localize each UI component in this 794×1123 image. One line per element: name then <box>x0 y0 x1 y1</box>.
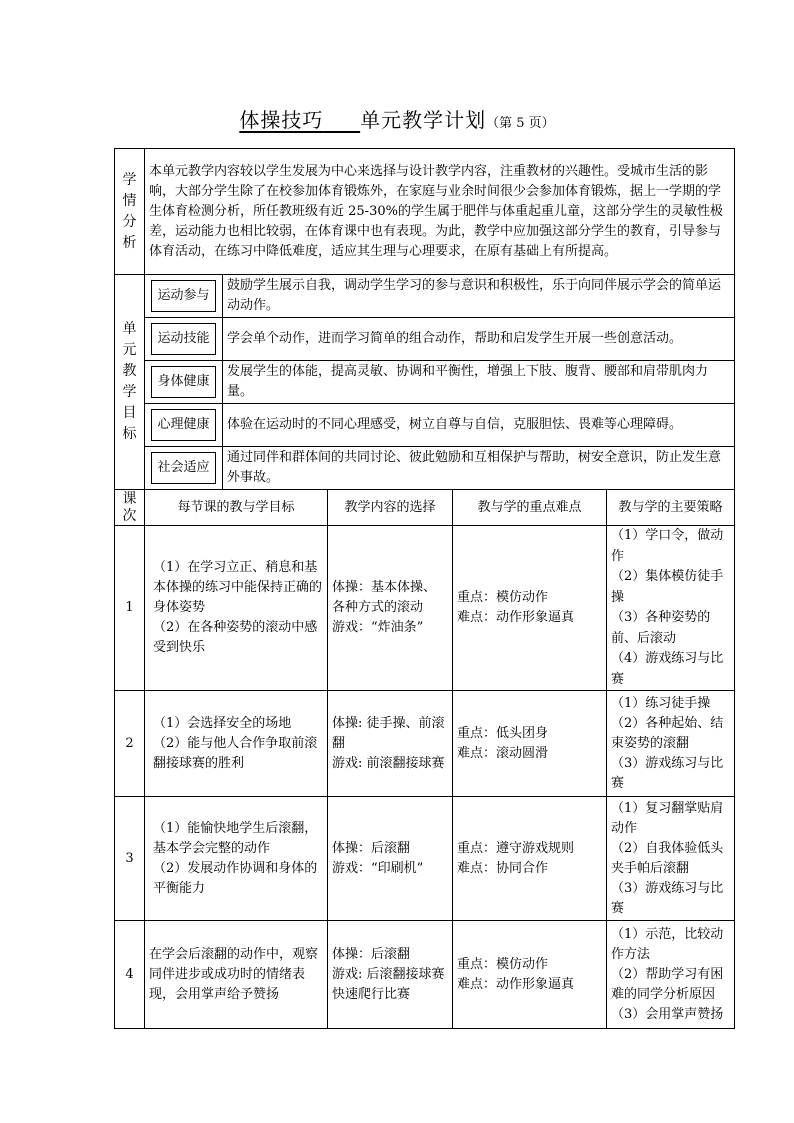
content-header: 教学内容的选择 <box>328 490 453 526</box>
goal-name-participation: 运动参与 <box>145 275 223 318</box>
goal-text-social: 通过同伴和群体间的共同讨论、彼此勉励和互相保护与帮助，树安全意识，防止发生意外事故。 <box>223 447 735 490</box>
lesson-content: 体操：后滚翻 游戏: 后滚翻接球赛快速爬行比赛 <box>328 921 453 1029</box>
unit-plan-table <box>114 148 735 1029</box>
lesson-strategy: （1）示范，比较动作方法 （2）帮助学习有困难的同学分析原因 （3）会用掌声赞扬 <box>607 921 735 1029</box>
strategy-header: 教与学的主要策略 <box>607 490 735 526</box>
lesson-number-header: 课 次 <box>115 490 145 526</box>
goal-text-physical: 发展学生的体能，提高灵敏、协调和平衡性，增强上下肢、腹背、腰部和肩带肌肉力量。 <box>223 361 735 404</box>
lesson-key-points: 重点：遵守游戏规则 难点：协同合作 <box>453 797 607 921</box>
lesson-number: 1 <box>115 526 145 691</box>
lesson-number: 3 <box>115 797 145 921</box>
goal-text-skills: 学会单个动作，进而学习简单的组合动作，帮助和启发学生开展一些创意活动。 <box>223 318 735 361</box>
lesson-key-points: 重点：低头团身 难点：滚动圆滑 <box>453 691 607 797</box>
goal-name-physical: 身体健康 <box>145 361 223 404</box>
goals-header: 每节课的教与学目标 <box>145 490 328 526</box>
goal-name-mental: 心理健康 <box>145 404 223 447</box>
table-row <box>115 691 735 797</box>
lesson-strategy: （1）复习翻掌贴肩动作 （2）自我体验低头夹手帕后滚翻 （3）游戏练习与比赛 <box>607 797 735 921</box>
lesson-number: 4 <box>115 921 145 1029</box>
lesson-goals: 在学会后滚翻的动作中，观察同伴进步或成功时的情绪表现，会用掌声给予赞扬 <box>145 921 328 1029</box>
learning-analysis-text: 本单元教学内容较以学生发展为中心来选择与设计教学内容，注重教材的兴趣性。受城市生活的影响，大部分学生除了在校参加体育锻炼外，在家庭与业余时间很少会参加体育锻炼，据上一学期的学生体育检测分析，所任教班级有近 25-30%的学生属于肥伴与体重起重儿童，这部分学生的灵敏性极差，运动能力也相比较弱，在体育课中也有表现。为此，教学中应加强这部分学生的教育，引导参与体育活动，在练习中降低难度，适应其生理与心理要求，在原有基础上有所提高。 <box>145 149 735 275</box>
lesson-key-points: 重点：模仿动作 难点：动作形象逼真 <box>453 526 607 691</box>
goal-text-mental: 体验在运动时的不同心理感受，树立自尊与自信，克服胆怯、畏难等心理障碍。 <box>223 404 735 447</box>
lesson-goals: （1）会选择安全的场地 （2）能与他人合作争取前滚翻接球赛的胜利 <box>145 691 328 797</box>
lesson-number: 2 <box>115 691 145 797</box>
unit-goals-label: 单 元 教 学 目 标 <box>115 275 145 490</box>
goal-name-social: 社会适应 <box>145 447 223 490</box>
table-row <box>115 921 735 1029</box>
title-blank <box>323 108 360 132</box>
learning-analysis-label: 学 情 分 析 <box>115 149 145 275</box>
lesson-goals: （1）能愉快地学生后滚翻，基本学会完整的动作 （2）发展动作协调和身体的平衡能力 <box>145 797 328 921</box>
lesson-content: 体操: 徒手操、前滚翻 游戏: 前滚翻接球赛 <box>328 691 453 797</box>
table-row <box>115 526 735 691</box>
title-suffix: 单元教学计划 <box>360 108 487 132</box>
lesson-strategy: （1）学口令，做动作 （2）集体模仿徒手操 （3）各种姿势的前、后滚动 （4）游戏练习与比赛 <box>607 526 735 691</box>
lesson-content: 体操：基本体操、各种方式的滚动 游戏：“炸油条” <box>328 526 453 691</box>
lesson-goals: （1）在学习立正、稍息和基本体操的练习中能保持正确的身体姿势 （2）在各种姿势的滚动中感受到快乐 <box>145 526 328 691</box>
table-row <box>115 797 735 921</box>
lesson-content: 体操：后滚翻 游戏：“印刷机” <box>328 797 453 921</box>
title-subject: 体操技巧 <box>239 108 324 132</box>
page-title <box>0 104 794 133</box>
goal-name-skills: 运动技能 <box>145 318 223 361</box>
lesson-key-points: 重点：模仿动作 难点：动作形象逼真 <box>453 921 607 1029</box>
key-points-header: 教与学的重点难点 <box>453 490 607 526</box>
title-page-number: （第 5 页） <box>486 116 555 131</box>
lesson-strategy: （1）练习徒手操 （2）各种起始、结束姿势的滚翻 （3）游戏练习与比赛 <box>607 691 735 797</box>
goal-text-participation: 鼓励学生展示自我，调动学生学习的参与意识和积极性，乐于向同伴展示学会的简单运动动作。 <box>223 275 735 318</box>
